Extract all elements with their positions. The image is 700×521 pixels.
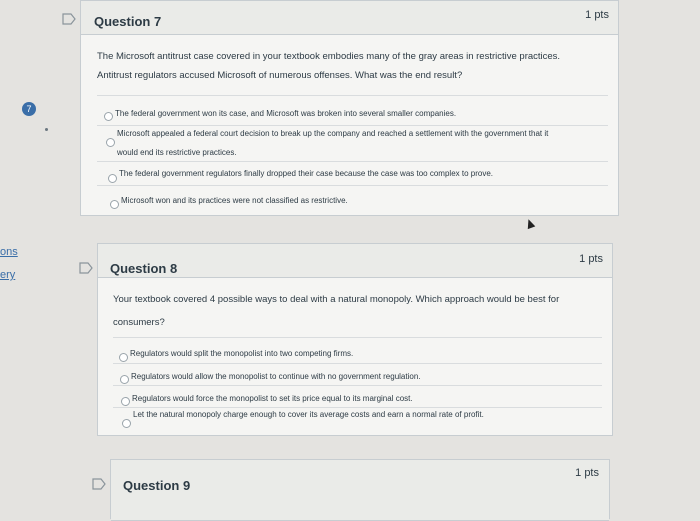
answer-label[interactable]: The federal government regulators finally dropped their case because the case was too complex to prove.: [119, 169, 493, 178]
question-title: Question 8: [110, 261, 178, 276]
question-8-card: [97, 243, 613, 436]
divider: [113, 385, 602, 386]
answer-label-continued[interactable]: would end its restrictive practices.: [117, 148, 237, 157]
divider: [97, 125, 608, 126]
question-7-card: [80, 0, 619, 216]
question-9-header: [111, 460, 609, 521]
answer-radio[interactable]: [121, 397, 130, 406]
divider: [113, 337, 602, 338]
answer-radio[interactable]: [108, 174, 117, 183]
question-text-line: Your textbook covered 4 possible ways to deal with a natural monopoly. Which approach would be best for: [113, 294, 560, 305]
answer-label[interactable]: Microsoft appealed a federal court decision to break up the company and reached a settlement with the government that it: [117, 129, 549, 138]
question-9-card: [110, 459, 610, 519]
answer-label[interactable]: The federal government won its case, and Microsoft was broken into several smaller companies.: [115, 109, 457, 118]
answer-label[interactable]: Regulators would allow the monopolist to continue with no government regulation.: [131, 372, 421, 381]
answer-label[interactable]: Regulators would force the monopolist to set its price equal to its marginal cost.: [132, 394, 413, 403]
mouse-cursor-icon: [525, 218, 536, 229]
question-text-line: The Microsoft antitrust case covered in your textbook embodies many of the gray areas in restrictive practices.: [97, 51, 561, 62]
answer-radio[interactable]: [106, 138, 115, 147]
marker-dot: [45, 128, 48, 131]
answer-label[interactable]: Let the natural monopoly charge enough to cover its average costs and earn a normal rate of profit.: [133, 410, 484, 419]
answer-label[interactable]: Microsoft won and its practices were not classified as restrictive.: [121, 196, 348, 205]
sidebar-link-questions[interactable]: ons: [0, 246, 18, 258]
question-7-header: [81, 1, 618, 35]
question-text-line: consumers?: [113, 317, 165, 328]
answer-radio[interactable]: [110, 200, 119, 209]
answer-radio[interactable]: [104, 112, 113, 121]
answer-label[interactable]: Regulators would split the monopolist into two competing firms.: [130, 349, 354, 358]
question-points: 1 pts: [585, 9, 609, 21]
sidebar-link-query[interactable]: ery: [0, 269, 16, 281]
flag-question-icon[interactable]: [62, 13, 76, 25]
divider: [113, 363, 602, 364]
divider: [97, 95, 608, 96]
question-8-header: [98, 244, 612, 278]
question-text-line: Antitrust regulators accused Microsoft of numerous offenses. What was the end result?: [97, 70, 463, 81]
answer-radio[interactable]: [120, 375, 129, 384]
question-points: 1 pts: [579, 253, 603, 265]
divider: [97, 161, 608, 162]
flag-question-icon[interactable]: [92, 478, 106, 490]
answer-radio[interactable]: [122, 419, 131, 428]
question-title: Question 7: [94, 14, 162, 29]
question-number-badge[interactable]: 7: [22, 102, 36, 116]
question-points: 1 pts: [575, 467, 599, 479]
flag-question-icon[interactable]: [79, 262, 93, 274]
answer-radio[interactable]: [119, 353, 128, 362]
divider: [97, 185, 608, 186]
question-title: Question 9: [123, 478, 191, 493]
